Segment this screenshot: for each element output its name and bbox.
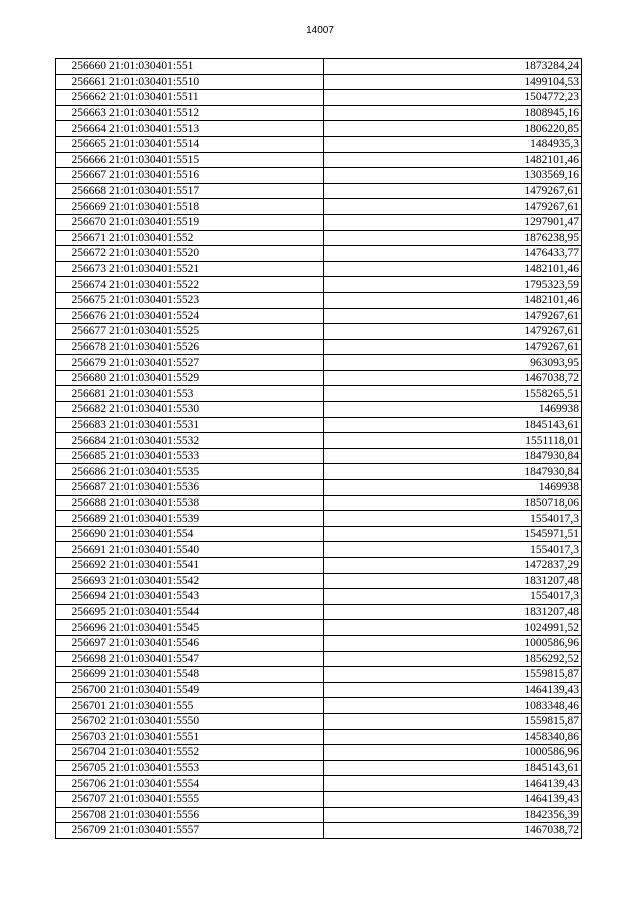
row-number-cell: 256673 <box>56 261 109 277</box>
cadastral-value-cell: 1464139,43 <box>324 791 582 807</box>
cadastral-number-cell: 21:01:030401:5515 <box>108 152 324 168</box>
table-row <box>56 620 582 636</box>
table-row <box>56 713 582 729</box>
row-number-cell: 256704 <box>56 745 109 761</box>
table-row <box>56 121 582 137</box>
cadastral-value-table <box>55 58 582 839</box>
page-number: 14007 <box>306 25 334 36</box>
cadastral-value-cell: 1806220,85 <box>324 121 582 137</box>
cadastral-number-cell: 21:01:030401:5524 <box>108 308 324 324</box>
row-number-cell: 256690 <box>56 526 109 542</box>
table-row <box>56 589 582 605</box>
cadastral-number-cell: 21:01:030401:5512 <box>108 105 324 121</box>
table-row <box>56 230 582 246</box>
table-row <box>56 698 582 714</box>
table-row <box>56 74 582 90</box>
cadastral-number-cell: 21:01:030401:5533 <box>108 448 324 464</box>
cadastral-number-cell: 21:01:030401:554 <box>108 526 324 542</box>
row-number-cell: 256705 <box>56 760 109 776</box>
cadastral-number-cell: 21:01:030401:5527 <box>108 355 324 371</box>
cadastral-value-cell: 1083348,46 <box>324 698 582 714</box>
table-row <box>56 682 582 698</box>
row-number-cell: 256706 <box>56 776 109 792</box>
cadastral-number-cell: 21:01:030401:5530 <box>108 402 324 418</box>
row-number-cell: 256696 <box>56 620 109 636</box>
row-number-cell: 256707 <box>56 791 109 807</box>
cadastral-number-cell: 21:01:030401:5522 <box>108 277 324 293</box>
row-number-cell: 256671 <box>56 230 109 246</box>
cadastral-value-cell: 1545971,51 <box>324 526 582 542</box>
cadastral-value-cell: 1467038,72 <box>324 823 582 839</box>
table-row <box>56 776 582 792</box>
cadastral-number-cell: 21:01:030401:5531 <box>108 417 324 433</box>
cadastral-value-cell: 1808945,16 <box>324 105 582 121</box>
table-body <box>56 59 582 839</box>
cadastral-value-cell: 1554017,3 <box>324 589 582 605</box>
row-number-cell: 256675 <box>56 292 109 308</box>
cadastral-number-cell: 21:01:030401:5511 <box>108 90 324 106</box>
cadastral-number-cell: 21:01:030401:5521 <box>108 261 324 277</box>
cadastral-value-cell: 1504772,23 <box>324 90 582 106</box>
table-row <box>56 355 582 371</box>
row-number-cell: 256687 <box>56 480 109 496</box>
cadastral-value-cell: 1842356,39 <box>324 807 582 823</box>
table-row <box>56 152 582 168</box>
table-row <box>56 651 582 667</box>
table-row <box>56 402 582 418</box>
cadastral-value-cell: 1554017,3 <box>324 511 582 527</box>
cadastral-number-cell: 21:01:030401:5540 <box>108 542 324 558</box>
row-number-cell: 256697 <box>56 635 109 651</box>
cadastral-value-cell: 1479267,61 <box>324 199 582 215</box>
table-row <box>56 823 582 839</box>
table-row <box>56 370 582 386</box>
row-number-cell: 256683 <box>56 417 109 433</box>
row-number-cell: 256670 <box>56 214 109 230</box>
row-number-cell: 256699 <box>56 667 109 683</box>
row-number-cell: 256666 <box>56 152 109 168</box>
cadastral-number-cell: 21:01:030401:5535 <box>108 464 324 480</box>
table-row <box>56 308 582 324</box>
cadastral-value-cell: 1476433,77 <box>324 246 582 262</box>
table-row <box>56 292 582 308</box>
table-row <box>56 433 582 449</box>
cadastral-number-cell: 21:01:030401:5539 <box>108 511 324 527</box>
cadastral-value-cell: 1873284,24 <box>324 59 582 75</box>
cadastral-number-cell: 21:01:030401:5525 <box>108 324 324 340</box>
row-number-cell: 256702 <box>56 713 109 729</box>
cadastral-value-cell: 1458340,86 <box>324 729 582 745</box>
cadastral-value-cell: 1876238,95 <box>324 230 582 246</box>
table-row <box>56 542 582 558</box>
cadastral-value-cell: 1831207,48 <box>324 604 582 620</box>
cadastral-number-cell: 21:01:030401:5529 <box>108 370 324 386</box>
table-row <box>56 464 582 480</box>
cadastral-number-cell: 21:01:030401:5523 <box>108 292 324 308</box>
row-number-cell: 256693 <box>56 573 109 589</box>
cadastral-value-cell: 1024991,52 <box>324 620 582 636</box>
cadastral-value-cell: 1464139,43 <box>324 682 582 698</box>
row-number-cell: 256668 <box>56 183 109 199</box>
row-number-cell: 256682 <box>56 402 109 418</box>
cadastral-number-cell: 21:01:030401:5555 <box>108 791 324 807</box>
table-row <box>56 214 582 230</box>
row-number-cell: 256677 <box>56 324 109 340</box>
table-row <box>56 745 582 761</box>
row-number-cell: 256681 <box>56 386 109 402</box>
cadastral-number-cell: 21:01:030401:5532 <box>108 433 324 449</box>
row-number-cell: 256674 <box>56 277 109 293</box>
cadastral-number-cell: 21:01:030401:5526 <box>108 339 324 355</box>
cadastral-value-cell: 1000586,96 <box>324 635 582 651</box>
cadastral-value-cell: 1558265,51 <box>324 386 582 402</box>
cadastral-number-cell: 21:01:030401:5548 <box>108 667 324 683</box>
cadastral-number-cell: 21:01:030401:551 <box>108 59 324 75</box>
row-number-cell: 256703 <box>56 729 109 745</box>
table-row <box>56 261 582 277</box>
row-number-cell: 256665 <box>56 136 109 152</box>
cadastral-value-cell: 1482101,46 <box>324 261 582 277</box>
cadastral-number-cell: 21:01:030401:5510 <box>108 74 324 90</box>
cadastral-number-cell: 21:01:030401:5541 <box>108 558 324 574</box>
row-number-cell: 256685 <box>56 448 109 464</box>
cadastral-number-cell: 21:01:030401:5546 <box>108 635 324 651</box>
cadastral-value-cell: 1479267,61 <box>324 183 582 199</box>
table-row <box>56 791 582 807</box>
cadastral-number-cell: 21:01:030401:5519 <box>108 214 324 230</box>
table-row <box>56 511 582 527</box>
cadastral-value-cell: 963093,95 <box>324 355 582 371</box>
cadastral-value-cell: 1484935,3 <box>324 136 582 152</box>
cadastral-value-cell: 1482101,46 <box>324 152 582 168</box>
cadastral-value-cell: 1482101,46 <box>324 292 582 308</box>
cadastral-value-cell: 1850718,06 <box>324 495 582 511</box>
row-number-cell: 256684 <box>56 433 109 449</box>
table-row <box>56 199 582 215</box>
cadastral-number-cell: 21:01:030401:5554 <box>108 776 324 792</box>
cadastral-value-cell: 1479267,61 <box>324 339 582 355</box>
cadastral-number-cell: 21:01:030401:5520 <box>108 246 324 262</box>
row-number-cell: 256663 <box>56 105 109 121</box>
table-row <box>56 448 582 464</box>
cadastral-value-cell: 1551118,01 <box>324 433 582 449</box>
table-row <box>56 339 582 355</box>
row-number-cell: 256680 <box>56 370 109 386</box>
table-row <box>56 246 582 262</box>
cadastral-value-cell: 1479267,61 <box>324 324 582 340</box>
cadastral-number-cell: 21:01:030401:5543 <box>108 589 324 605</box>
cadastral-value-cell: 1795323,59 <box>324 277 582 293</box>
cadastral-number-cell: 21:01:030401:5514 <box>108 136 324 152</box>
row-number-cell: 256664 <box>56 121 109 137</box>
table-row <box>56 760 582 776</box>
table-row <box>56 90 582 106</box>
cadastral-number-cell: 21:01:030401:5544 <box>108 604 324 620</box>
cadastral-value-cell: 1845143,61 <box>324 417 582 433</box>
table-row <box>56 635 582 651</box>
cadastral-number-cell: 21:01:030401:5550 <box>108 713 324 729</box>
table-row <box>56 526 582 542</box>
cadastral-value-cell: 1831207,48 <box>324 573 582 589</box>
cadastral-value-cell: 1847930,84 <box>324 464 582 480</box>
cadastral-number-cell: 21:01:030401:5553 <box>108 760 324 776</box>
cadastral-value-cell: 1847930,84 <box>324 448 582 464</box>
table-row <box>56 558 582 574</box>
table-row <box>56 277 582 293</box>
row-number-cell: 256694 <box>56 589 109 605</box>
table-row <box>56 604 582 620</box>
cadastral-value-cell: 1845143,61 <box>324 760 582 776</box>
cadastral-value-cell: 1479267,61 <box>324 308 582 324</box>
cadastral-value-cell: 1469938 <box>324 402 582 418</box>
row-number-cell: 256701 <box>56 698 109 714</box>
cadastral-number-cell: 21:01:030401:5556 <box>108 807 324 823</box>
row-number-cell: 256661 <box>56 74 109 90</box>
cadastral-value-cell: 1559815,87 <box>324 713 582 729</box>
table-row <box>56 667 582 683</box>
row-number-cell: 256667 <box>56 168 109 184</box>
cadastral-value-cell: 1464139,43 <box>324 776 582 792</box>
cadastral-value-cell: 1297901,47 <box>324 214 582 230</box>
row-number-cell: 256698 <box>56 651 109 667</box>
cadastral-number-cell: 21:01:030401:5549 <box>108 682 324 698</box>
row-number-cell: 256672 <box>56 246 109 262</box>
row-number-cell: 256669 <box>56 199 109 215</box>
row-number-cell: 256678 <box>56 339 109 355</box>
cadastral-number-cell: 21:01:030401:555 <box>108 698 324 714</box>
cadastral-number-cell: 21:01:030401:5545 <box>108 620 324 636</box>
cadastral-number-cell: 21:01:030401:5552 <box>108 745 324 761</box>
cadastral-number-cell: 21:01:030401:5542 <box>108 573 324 589</box>
table-row <box>56 168 582 184</box>
row-number-cell: 256688 <box>56 495 109 511</box>
cadastral-value-cell: 1559815,87 <box>324 667 582 683</box>
table-row <box>56 183 582 199</box>
cadastral-number-cell: 21:01:030401:553 <box>108 386 324 402</box>
cadastral-number-cell: 21:01:030401:5513 <box>108 121 324 137</box>
cadastral-value-cell: 1469938 <box>324 480 582 496</box>
row-number-cell: 256662 <box>56 90 109 106</box>
row-number-cell: 256700 <box>56 682 109 698</box>
row-number-cell: 256708 <box>56 807 109 823</box>
row-number-cell: 256660 <box>56 59 109 75</box>
row-number-cell: 256686 <box>56 464 109 480</box>
row-number-cell: 256709 <box>56 823 109 839</box>
cadastral-number-cell: 21:01:030401:552 <box>108 230 324 246</box>
cadastral-number-cell: 21:01:030401:5547 <box>108 651 324 667</box>
cadastral-number-cell: 21:01:030401:5516 <box>108 168 324 184</box>
table-row <box>56 59 582 75</box>
cadastral-number-cell: 21:01:030401:5517 <box>108 183 324 199</box>
table-row <box>56 324 582 340</box>
row-number-cell: 256689 <box>56 511 109 527</box>
row-number-cell: 256679 <box>56 355 109 371</box>
cadastral-number-cell: 21:01:030401:5536 <box>108 480 324 496</box>
cadastral-number-cell: 21:01:030401:5538 <box>108 495 324 511</box>
cadastral-value-cell: 1554017,3 <box>324 542 582 558</box>
row-number-cell: 256692 <box>56 558 109 574</box>
row-number-cell: 256695 <box>56 604 109 620</box>
row-number-cell: 256691 <box>56 542 109 558</box>
cadastral-value-cell: 1303569,16 <box>324 168 582 184</box>
cadastral-number-cell: 21:01:030401:5557 <box>108 823 324 839</box>
table-row <box>56 136 582 152</box>
cadastral-number-cell: 21:01:030401:5551 <box>108 729 324 745</box>
row-number-cell: 256676 <box>56 308 109 324</box>
cadastral-number-cell: 21:01:030401:5518 <box>108 199 324 215</box>
table-row <box>56 807 582 823</box>
cadastral-value-cell: 1499104,53 <box>324 74 582 90</box>
table-row <box>56 480 582 496</box>
cadastral-value-cell: 1000586,96 <box>324 745 582 761</box>
table-row <box>56 417 582 433</box>
cadastral-value-cell: 1467038,72 <box>324 370 582 386</box>
table-row <box>56 105 582 121</box>
table-row <box>56 495 582 511</box>
cadastral-value-cell: 1856292,52 <box>324 651 582 667</box>
cadastral-value-cell: 1472837,29 <box>324 558 582 574</box>
table-row <box>56 386 582 402</box>
table-row <box>56 573 582 589</box>
table-row <box>56 729 582 745</box>
